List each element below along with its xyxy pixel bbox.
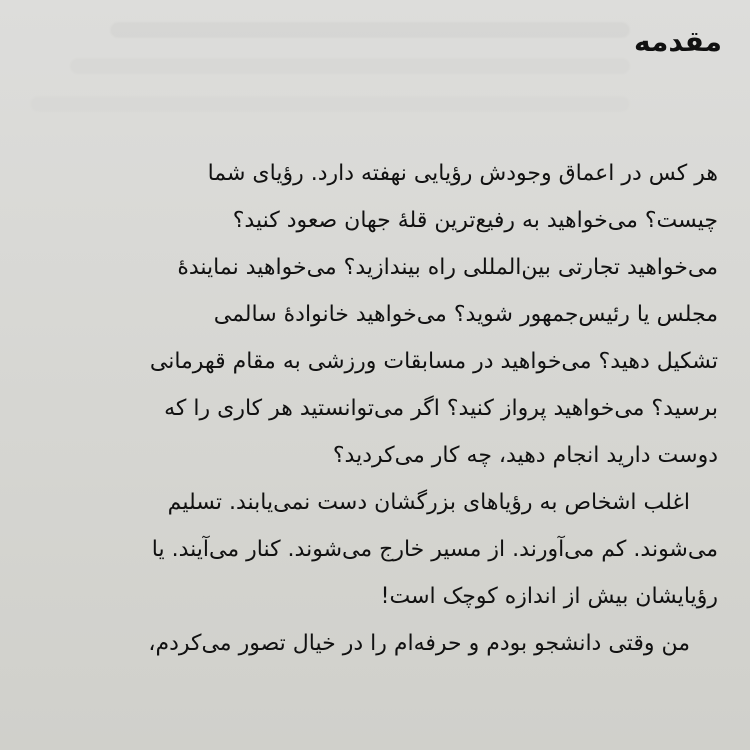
bleed-through-text [70,58,630,74]
text-line: می‌خواهید تجارتی بین‌المللی راه بیندازید؟ می‌خواهید نمایندهٔ [177,255,718,280]
text-line: تشکیل دهید؟ می‌خواهید در مسابقات ورزشی به مقام قهرمانی [149,349,718,374]
paragraph-start-line: اغلب اشخاص به رؤیاهای بزرگشان دست نمی‌یابند. تسلیم [167,490,690,515]
bleed-through-text [30,96,630,112]
text-line: رؤیایشان بیش از اندازه کوچک است! [380,584,718,609]
bleed-through-text [110,22,630,38]
text-line: برسید؟ می‌خواهید پرواز کنید؟ اگر می‌توانستید هر کاری را که [164,396,718,421]
chapter-title: مقدمه [634,25,722,58]
text-line: می‌شوند. کم می‌آورند. از مسیر خارج می‌شوند. کنار می‌آیند. یا [151,537,718,562]
text-line: مجلس یا رئیس‌جمهور شوید؟ می‌خواهید خانوادهٔ سالمی [213,302,718,327]
body-text [34,150,718,667]
text-line: هر کس در اعماق وجودش رؤیایی نهفته دارد. رؤیای شما [207,161,718,186]
paragraph-start-line: من وقتی دانشجو بودم و حرفه‌ام را در خیال تصور می‌کردم، [148,631,690,656]
text-line: چیست؟ می‌خواهید به رفیع‌ترین قلهٔ جهان صعود کنید؟ [232,208,718,233]
text-line: دوست دارید انجام دهید، چه کار می‌کردید؟ [332,443,718,468]
